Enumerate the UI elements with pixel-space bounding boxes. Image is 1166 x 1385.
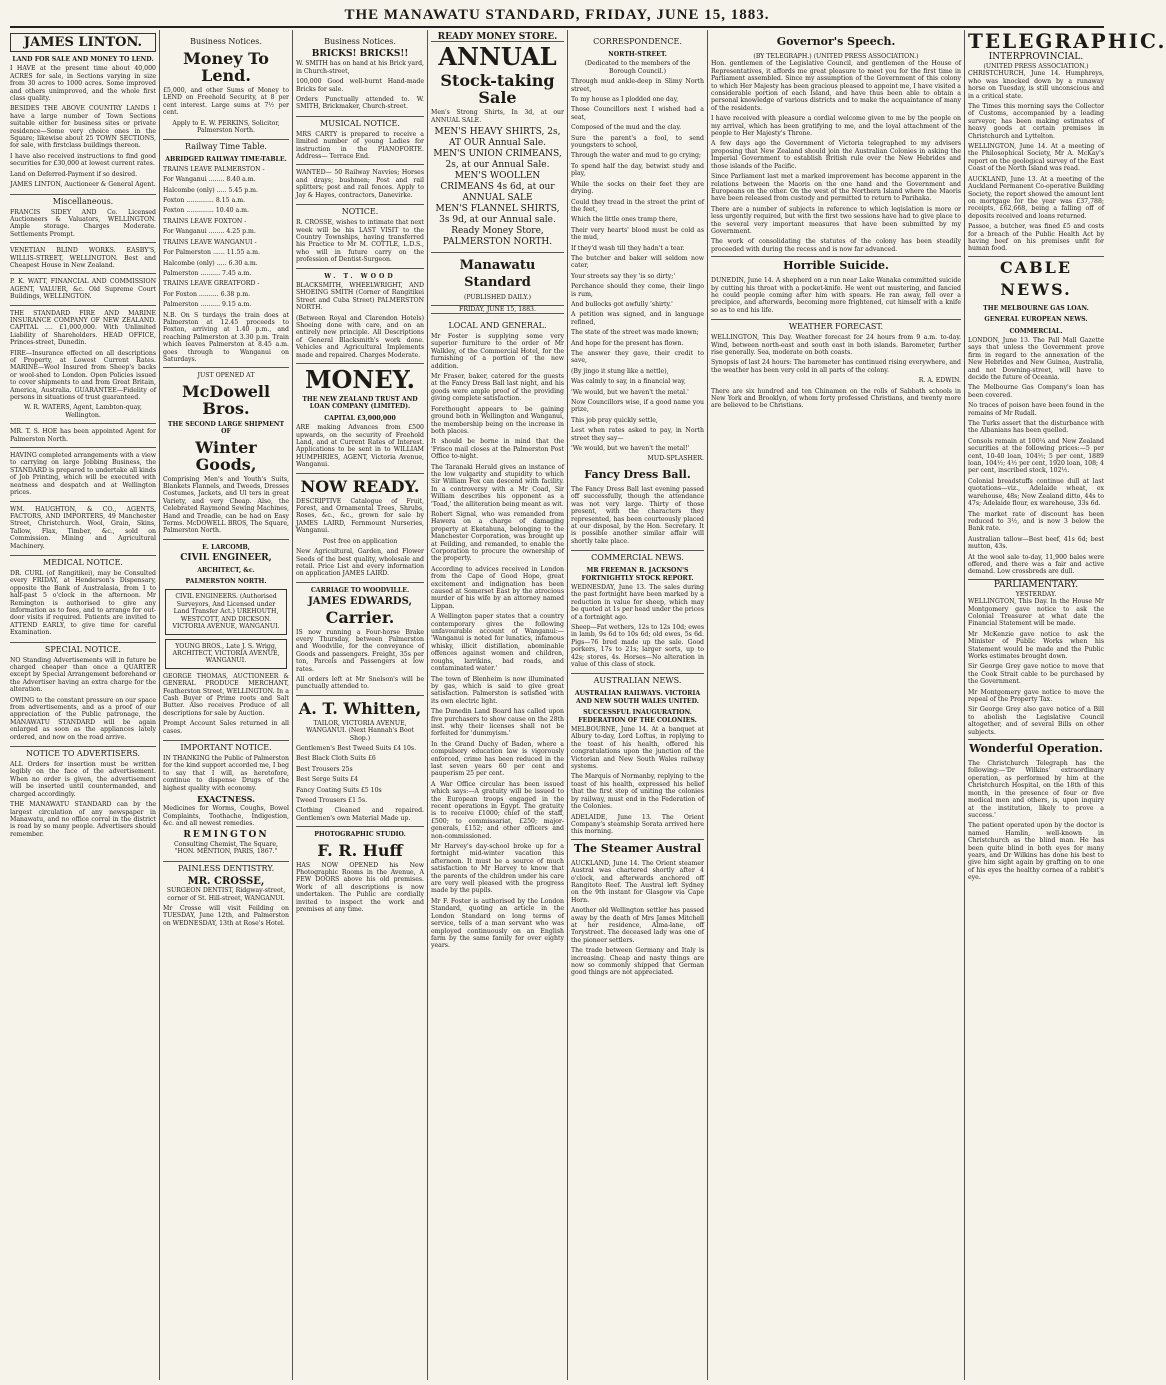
poem-line: Those Councillors next I wished had a seat, (571, 106, 704, 121)
local-heading: LOCAL AND GENERAL. (448, 321, 547, 331)
column-4 (431, 30, 564, 1380)
column-3 (296, 30, 424, 1380)
photo-studio: PHOTOGRAPHIC STUDIO. (314, 831, 406, 839)
special-heading: SPECIAL NOTICE. (10, 642, 156, 655)
civil-engineers-box: CIVIL ENGINEERS. (Authorised Surveyors, And Licensed under Land Transfer Act.) UREHOUTH, WESTCOTT, AND DICKSON. VICTORIA AVENUE, WANGANUI. (165, 589, 287, 634)
suit-row: Gentlemen's Best Tweed Suits £4 10s. (296, 745, 417, 752)
prompt-account: Prompt Account Sales returned in all cases. (163, 720, 289, 735)
local-item: Mr F. Foster is authorised by the London Standard, quoting an article in the London Standard on long terms of service, tells of a man servant who was employed continuously on an English farm by the same family for over eighty years. (431, 897, 564, 950)
linton-sub: LAND FOR SALE AND MONEY TO LEND. (12, 56, 154, 63)
medical-heading: MEDICAL NOTICE. (10, 555, 156, 568)
poem-line: And hope for the present has flown. (571, 339, 684, 347)
wood-title: W. T. WOOD (324, 272, 396, 280)
rms-s1: Men's Strong Shirts, In 3d, at our ANNUAL SALE. (431, 109, 564, 124)
parl-p3: Sir George Grey gave notice to move that the Cook Strait cable to be purchased by the Government. (968, 663, 1104, 686)
crosse-sub: SURGEON DENTIST, Ridgway-street, corner of St. Hill-street, WANGANUI. (166, 887, 286, 902)
masthead-title: THE MANAWATU STANDARD, FRIDAY, JUNE 15, 1883. (344, 7, 770, 23)
rms-footer: Ready Money Store, PALMERSTON NORTH. (442, 226, 553, 248)
parl-p4: Mr Montgomery gave notice to move the repeal of the Property Tax. (968, 688, 1104, 704)
poem-line: Could they tread in the street the print of the feet, (571, 198, 704, 213)
column-5 (571, 30, 704, 1380)
dentistry-heading: PAINLESS DENTISTRY. (163, 861, 289, 874)
suicide-title: Horrible Suicide. (711, 256, 961, 274)
poem-line: This job pray quickly settle, (571, 416, 658, 424)
ad-jobbing: HAVING completed arrangements with a view to carrying on large Jobbing Business, the STANDARD is prepared to undertake all kinds of Job Printing, which will be executed with neatness and despatch and at Wellington prices. (10, 452, 156, 497)
inauguration-title: SUCCESSFUL INAUGURATION. FEDERATION OF THE COLONIES. (578, 709, 697, 724)
poem-line: Sure the parent's a fool, to send youngsters to school, (571, 134, 704, 150)
rms-crimeans: MEN'S UNION CRIMEANS, 2s, at our Annual Sale. (433, 149, 562, 171)
adv-p2: THE MANAWATU STANDARD can by the largest circulation of any newspaper in Manawatu, and no office corral in the district is read by so many people. Advertisers should remember. (10, 801, 156, 838)
cable-p1: LONDON, June 13. The Pall Mall Gazette says that unless the Government prove firm in regard to the annexation of the New Hebrides and New Guinea, Australia, and not Downing-street, will have to decide the future of Oceania. (968, 336, 1104, 381)
chinamen-item: There are six hundred and ten Chinamen on the rolls of Sabbath schools in New York and Brooklyn, of whom forty professed Christians, and twenty more are believed to be Christians. (711, 387, 961, 410)
money-lend-title: Money To Lend. (183, 49, 269, 85)
rms-flannel: MEN'S FLANNEL SHIRTS, 3s 9d, at our Annual sale. (435, 204, 560, 226)
local-item: Forethought appears to be gaining ground both in Wellington and Wanganui, the membership being on the increase in both places. (431, 405, 564, 435)
poem-line: Now Councillors wise, if a good name you prize, (571, 399, 704, 414)
train-row: Halcombe (only) ..... 6.30 a.m. (163, 259, 258, 267)
suit-row: Best Trousers 25s (296, 765, 353, 773)
paper-published: (PUBLISHED DAILY.) (463, 294, 532, 302)
ad-haughton: WM. HAUGHTON, & CO., AGENTS, FACTORS, AND IMPORTERS, 49 Manchester Street, Christchurch. Wool, Grain, Skins, Tallow, Flax, Timber, &c., sold on Commission. Mining and Agricultural Machinery. (10, 505, 156, 550)
gs-p1: Hon. gentlemen of the Legislative Council, and gentlemen of the House of Representatives, it affords me great pleasure to meet you for the first time in Parliament assembled. Since my assumption of the Government of this colony to which Her Majesty has been gracious pleased to appoint me, I have visited a considerable portion of each Island, and have thus been able to obtain a personal knowledge of various districts and to make the acquaintance of many of the residents. (711, 60, 961, 112)
poem-line: Lest when rates asked to pay, in North street they say— (571, 427, 704, 442)
train-row: Foxton .............. 8.15 a.m. (163, 197, 246, 205)
poem-line: Composed of the mud and the clay. (571, 124, 682, 132)
corr-heading: CORRESPONDENCE. (593, 37, 682, 46)
carrier: Carrier. (325, 607, 395, 627)
now-ready: NOW READY. (300, 476, 420, 496)
money-lend-p2: Apply to E. W. PERKINS, Solicitor, Palmerston North. (172, 119, 280, 135)
notice-heading: NOTICE. (296, 204, 424, 217)
crosse-name: MR. CROSSE, (187, 875, 265, 887)
business-heading: Business Notices. (190, 37, 262, 46)
poem-line: (By jingo it stung like a nettle), (571, 367, 669, 375)
wanted-ad: WANTED— 50 Railway Navvies; Horses and drays; bushmen; Post and rail splitters; post and rail fences. Apply to Jay & Hayes, contractors, Danevirke. (296, 169, 424, 199)
suit-row: Best Serge Suits £4 (296, 776, 358, 784)
jackson-p1: WEDNESDAY, June 13. The sales during the past fortnight have been marked by a reduction in value for sheep, which may be quoted at 1s per head under the prices of a fortnight ago. (571, 583, 704, 621)
ad-hoe: MR. T. S. HOE has been appointed Agent for Palmerston North. (10, 428, 156, 443)
wonderful-p2: The patient operated upon by the doctor is named Hamlin, well-known in Christchurch as the blind man. He has been quite blind in both eyes for many years, and Dr Wilkins has done his best to give him sight again by grafting on to one of his eyes the healthy cornea of a rabbit's eye. (968, 822, 1104, 882)
poem-line: While the socks on their feet they are drying. (571, 180, 704, 196)
rail-heading: Railway Time Table. (163, 139, 289, 152)
local-item: A War Office circular has been issued which says:—A gratuity will be issued to the European troops engaged in the recent operations in Egypt. The gratuity is to receive £1000; chief of the staff, £500; to commissariat, £250; major-generals, £152; and other officers and non-commissioned. (431, 780, 564, 840)
suit-row: Fancy Coating Suits £5 10s (296, 786, 382, 794)
train-row: Palmerston .......... 9.15 a.m. (163, 301, 252, 309)
poem-line: Perchance should they come, their lingo is rum, (571, 283, 704, 298)
poem-line: Was calmly to say, in a financial way, (571, 378, 686, 386)
poem-line: The butcher and baker will seldom now cater, (571, 254, 704, 270)
poem-line: If they'd wash till they hadn't a tear. (571, 244, 685, 252)
poem-line: To my house as I plodded one day, (571, 96, 679, 104)
commercial-sub: COMMERCIAL. (1009, 327, 1063, 335)
advertisers-heading: NOTICE TO ADVERTISERS. (10, 746, 156, 759)
train-row: For Wanganui ........ 4.25 p.m. (163, 228, 256, 236)
george-thomas: GEORGE THOMAS, AUCTIONEER & GENERAL PRODUCE MERCHANT, Featherston Street, WELLINGTON. In a Cash Buyer of Prime roots and Salt Butter. Also receives Produce of all descriptions for sale by Auction. (163, 672, 289, 717)
gs-title: Governor's Speech. (776, 35, 896, 48)
misc-heading: Miscellaneous. (10, 194, 156, 207)
weather-p1: WELLINGTON, This Day. Weather forecast for 24 hours from 9 a.m. to-day. Wind, between north-east and south east in both islands. Barometer, further rise generally. Sea, moderate on both coasts. (711, 334, 961, 356)
ad-venetian: VENETIAN BLIND WORKS. EASBY'S, WILLIS-STREET, WELLINGTON. Best and Cheapest House in New Zealand. (10, 247, 156, 269)
gas-loan: THE MELBOURNE GAS LOAN. (983, 304, 1089, 312)
cable-p2: The Melbourne Gas Company's loan has been covered. (968, 384, 1104, 399)
local-item: It should be borne in mind that the 'Frisco mail closes at the Palmerston Post Office to-night. (431, 438, 564, 461)
suicide-body: DUNEDIN, June 14. A shepherd on a run near Lake Wanaka committed suicide by cutting his throat with a pocket-knife. He went out mustering, and fancied he could people coming after him with spears. He ran away, fell over a precipice, and afterwards, becoming more frightened, cut himself with a knife so as to end his life. (711, 277, 961, 314)
train-row: TRAINS LEAVE FOXTON - (163, 217, 247, 225)
train-row: For Palmerston ...... 11.55 a.m. (163, 249, 260, 257)
aus-p1: MELBOURNE, June 14. At a banquet at Albury to-day, Lord Loftus, in replying to the toast of his health, offered his congratulations upon the junction of the Victorian and New South Wales railway systems. (571, 726, 704, 771)
mcdowell-sub: THE SECOND LARGE SHIPMENT OF (167, 420, 285, 436)
gs-p3: A few days ago the Government of Victoria telegraphed to my advisers proposing that New Zealand should join the Australian Colonies in asking the Imperial Government to establish British rule over the New Hebrides and those islands of the Pacific. (711, 140, 961, 170)
cable-p8: Australian tallow—Best beef, 41s 6d; best mutton, 43s. (968, 535, 1104, 551)
important-body: IN THANKING the Public of Palmerston for the kind support accorded me, I beg to say that I will, as heretofore, continue to dispense Drugs of the highest quality with economy. (163, 754, 289, 792)
column-rule (427, 30, 428, 1380)
poem-line: 'We would, but we haven't the metal!' (571, 445, 690, 453)
column-7 (968, 29, 1166, 1380)
notice-body: R. CROSSE, wishes to intimate that next week will be his LAST VISIT to the Country Townships, having transferred his Practice to Mr M. COTTLE, L.D.S., who will in future carry on the profession of Dentist-Surgeon. (296, 219, 424, 264)
whitten-title: A. T. Whitten, (298, 698, 422, 718)
stocktaking: Stock-taking Sale (440, 71, 555, 108)
local-item: Robert Signal, who was remanded from Hawera on a charge of damaging property at Eketahuna, belonging to the Manchester Corporation, was brought up at Feilding, and remanded, to enable the Corporation to procure the ownership of the property. (431, 510, 564, 563)
larcomb-civil: CIVIL ENGINEER, (180, 553, 272, 564)
austral-p2: Another old Wellington settler has passed away by the death of Mrs James Mitchell at her residence, Alma-lane, off Torystreet. The deceased lady was one of the pioneer settlers. (571, 907, 704, 944)
wonderful-p1: The Christchurch Telegraph has the following:—'Dr Wilkins' extraordinary operation, as performed by him at the Christchurch Hospital, on the 18th of this month, in the presence of four or five medical men and others, is, upon inquiry at the institution, likely to prove a success.' (968, 760, 1104, 819)
cable-p4: The Turks assert that the disturbance with the Albanians has been quelled. (968, 420, 1104, 435)
mcdowell-title: McDowell Bros. (181, 381, 271, 418)
paper-date: FRIDAY, JUNE 15, 1883. (431, 305, 564, 314)
general-european: GENERAL EUROPEAN NEWS. (984, 316, 1088, 324)
adv-p1: ALL Orders for insertion must be written legibly on the face of the advertisement. When no order is given, the advertisement will be inserted until countermanded, and charged accordingly. (10, 761, 156, 798)
tel-p5: Passoe, a butcher, was fined £5 and costs for a breach of the Public Health Act by having beef on his premises unfit for human food. (968, 223, 1104, 253)
whitten-sub: TAILOR, VICTORIA AVENUE, WANGANUI. (Next Hannah's Boot Shop.) (306, 719, 414, 742)
column-rule (292, 30, 293, 1380)
gs-p2: I have received with pleasure a cordial welcome given to me by the people on my arrival, which has been gratifying to me, and the loyal attachment of the people to Her Majesty's Throne. (711, 115, 961, 138)
column-rule (159, 30, 160, 1380)
suit-row: Best Black Cloth Suits £6 (296, 755, 376, 763)
parl-p2: Mr McKenzie gave notice to ask the Minister of Public Works when his Statement would be made and the Public Works estimates brought down. (968, 630, 1104, 660)
train-row: For Foxton .......... 6.38 p.m. (163, 290, 251, 298)
poem-line: Which the little ones tramp there, (571, 216, 678, 224)
poem-line: And bullocks got awfully 'shirty.' (571, 300, 673, 308)
train-row: TRAINS LEAVE GREATFORD - (163, 280, 260, 288)
masthead (10, 4, 1104, 28)
exactness-body: Medicines for Worms, Coughs, Bowel Complaints, Toothache, Indigestion, &c. and all newest remedies. (163, 805, 289, 828)
huff-body: HAS NOW OPENED his New Photographic Rooms in the Avenue, A FEW DOORS above his old premises. Work of all descriptions is now undertaken. The Public are cordially invited to inspect the work and premises at any time. (296, 861, 424, 914)
cable-p9: At the wool sale to-day, 11,900 bales were offered, and there was a fair and active demand. Low crossbreds are dull. (968, 553, 1104, 576)
wonderful-title: Wonderful Operation. (968, 739, 1104, 757)
bricks-p2: 100,000 Good well-burnt Hand-made Bricks for sale. (296, 78, 424, 93)
linton-p4: Land on Deferred-Payment if so desired. (10, 170, 138, 178)
cable-news: CABLE NEWS. (968, 256, 1104, 301)
poem-line: To spend half the day, betwixt study and play, (571, 162, 704, 178)
local-item: The town of Blenheim is now illuminated by gas, which is said to give great satisfaction. Palmerston is satisfied with its own electric light. (431, 675, 564, 705)
whitten-footer: Clothing Cleaned and repaired. Gentlemen's own Material Made up. (296, 807, 424, 822)
ad-insurance-details: FIRE—Insurance effected on all descriptions of Property, at Lowest Current Rates. MARINE—Wool Insured from Sheep's backs or wool-shed to London. Open Policies issued to cover shipments to and from Great Britain, America, Australia. GUARANTEE—Fidelity of persons in situations of trust guaranteed. (10, 349, 156, 402)
young-bros-box: YOUNG BROS., Late J. S. Wrigg, ARCHITECT, VICTORIA AVENUE, WANGANUI. (165, 639, 287, 669)
wood-body-2: (Between Royal and Clarendon Hotels) Shoeing done with care, and on an entirely new principle. All Descriptions of General Blacksmith's work done. Vehicles and Agricultural Implements made and repaired. Charges Moderate. (296, 314, 424, 359)
special-p1: NO Standing Advertisements will in future be charged cheaper than once a QUARTER except by Special Arrangement beforehand or the Advertiser having an extra charge for the alteration. (10, 656, 156, 694)
laird-seeds: New Agricultural, Garden, and Flower Seeds of the best quality, wholesale and retail. Price List and every information on application JAMES LAIRD. (296, 548, 424, 578)
tel-p1: CHRISTCHURCH, June 14. Humphreys, who was knocked down by a runaway horse on Tuesday, is still unconscious and in a critical state. (968, 70, 1104, 100)
nz-trust-capital: CAPITAL £3,000,000 (324, 414, 396, 422)
fdb-body: The Fancy Dress Ball last evening passed off successfully, though the attendance was not very large. Thirty of those present, with the characters they represented, has been courteously placed at our disposal, by the Hon. Secretary. It is possible another similar affair will shortly take place. (571, 485, 704, 545)
column-1 (10, 30, 156, 1380)
just-opened: JUST OPENED AT (197, 372, 255, 380)
gs-tel: (BY TELEGRAPH.) (UNITED PRESS ASSOCIATION.) (753, 53, 919, 60)
train-row: TRAINS LEAVE PALMERSTON - (163, 165, 265, 173)
telegraphic-title: TELEGRAPHIC. (968, 29, 1166, 53)
railways-title: AUSTRALIAN RAILWAYS. VICTORIA AND NEW SOUTH WALES UNITED. (574, 690, 701, 705)
poem-line: Through the water and mud to go crying; (571, 152, 701, 160)
poem-line: Your streets say they 'is so dirty;' (571, 272, 676, 280)
poem-author: MUD-SPLASHER. (647, 455, 704, 463)
important-heading: IMPORTANT NOTICE. (163, 740, 289, 753)
dedication: (Dedicated to the members of the Borough Council.) (584, 60, 691, 75)
cable-p3: No traces of poison have been found in the remains of Mr Rudall. (968, 402, 1104, 417)
poem-line: 'We would, but we haven't the metal.' (571, 388, 689, 396)
bricks-p3: Orders Punctually attended to. W. SMITH, Brickmaker, Church-street. (296, 96, 424, 111)
local-item: The Taranaki Herald gives an instance of the low vulgarity and stupidity to which Sir William Fox can descend with facility. In a controversy with a Mr Coad, Sir William describes his opponent as a 'Toad,' the alliteration being meant as wit. (431, 463, 564, 508)
rail-note: N.B. On S turdays the train does at Palmerston at 12.45 proceeds to Foxton, arriving at 1.40 p.m., and reaching Palmerston at 3.30 p.m. Train which leaves Palmerston at 8.45 a.m. goes through to Wanganui on Saturdays. (163, 311, 289, 363)
poem-line: The answer they gave, their credit to save, (571, 350, 704, 365)
local-item: Mr Harvey's day-school broke up for a fortnight mid-winter vacation this afternoon. It must be a source of much satisfaction to Mr Harvey to know that the parents of the children under his care are very well pleased with the progress made by the pupils. (431, 843, 564, 895)
column-rule (964, 30, 965, 1380)
poem-line: Their very hearts' blood must be cold as the mud, (571, 226, 704, 242)
laird-catalogue: DESCRIPTIVE Catalogue of Fruit, Forest, and Ornamental Trees, Shrubs, Roses, &c., &c., grown for sale by JAMES LAIRD, Fernmount Nurseries, Wanganui. (296, 497, 424, 535)
linton-title: JAMES LINTON. (10, 33, 156, 52)
rms-shirts: MEN'S HEAVY SHIRTS, 2s, AT OUR Annual Sale. (434, 127, 561, 149)
linton-p1: I HAVE at the present time about 40,000 ACRES for sale, in Sections varying in size from 30 acres to 1000 acres. Some improved and others unimproved, and the whole first class quality. (10, 65, 156, 103)
local-item: Mr Foster is supplying some very superior furniture to the order of Mr Walkley, of the Commercial Hotel, for the furnishing of a portion of the new addition. (431, 333, 564, 370)
larcomb-name: E. LARCOMB, (202, 543, 250, 551)
local-item: In the Grand Duchy of Baden, where a compulsory education law is vigorously enforced, crime has been reduced in the last seven years 60 per cent and pauperism 25 per cent. (431, 740, 564, 778)
rail-sub: ABRIDGED RAILWAY TIME-TABLE. (165, 156, 287, 164)
bricks-p1: W. SMITH has on hand at his Brick yard, in Church-street, (296, 60, 424, 75)
carrier-body: IS now running a Four-horse Brake every Thursday, between Palmerston and Woodville, for the conveyance of Goods and passengers. Freight, 35s per ton, Parcels and Passengers at low rates. (296, 628, 424, 673)
musical-body: MRS CARTY is prepared to receive a limited number of young Ladies for instruction in the PIANOFORTE. Address— Terrace End. (296, 130, 424, 161)
business-heading-2: Business Notices. (324, 37, 396, 46)
ad-watt: P. K. WATT, FINANCIAL AND COMMISSION AGENT, VALUER, &c. Old Supreme Court Buildings, WELLINGTON. (10, 278, 156, 301)
poem (571, 78, 704, 452)
tel-p3: WELLINGTON, June 14. At a meeting of the Philosophical Society, Mr A. McKay's report on the geological survey of the East Coast of the North Island was read. (968, 143, 1104, 173)
train-row: For Wanganui ........ 8.40 a.m. (163, 176, 256, 184)
train-row: Palmerston .......... 7.45 a.m. (163, 269, 252, 277)
aus-p3: ADELAIDE, June 13. The Orient Company's steamship Sorata arrived here this morning. (571, 813, 704, 836)
newspaper-columns (10, 29, 1166, 1380)
austral-p1: AUCKLAND, June 14. The Orient steamer Austral was chartered shortly after 4 o'clock, and afterwards anchored off Rangitoto Reef. The Austral left Sydney on the 9th instant for Glasgow via Cape Horn. (571, 859, 704, 904)
parl-p5: Sir George Grey also gave notice of a Bill to abolish the Legislative Council altogether, and of several Bills on other subjects. (968, 706, 1104, 736)
rms-title: READY MONEY STORE. (431, 34, 564, 42)
cable-p6: Colonial breadstuffs continue dull at last quotations—viz., Adelaide wheat, ex warehouse, 48s; New Zealand ditto, 44s to 47s; Adelaide flour, ex warehouse, 33s 6d. (968, 477, 1104, 508)
local-item: According to advices received in London from the Cape of Good Hope, great excitement and indignation has been caused at Somerset East by the atrocious murder of his wife by an attorney named Lippan. (431, 565, 564, 610)
austral-title: The Steamer Austral (571, 839, 704, 857)
money-lend-p1: £5,000, and other Sums of Money to LEND on Freehold Security, at 8 per cent interest. Large sums at 7½ per cent. (163, 87, 289, 117)
parliamentary-title: PARLIAMENTARY. (968, 579, 1104, 591)
paper-title: Manawatu Standard (459, 258, 536, 291)
larcomb-arch: ARCHITECT, &c. (197, 566, 255, 574)
remington-sub: Consulting Chemist, The Square, "HON. MENTION, PARIS, 1867." (174, 841, 278, 856)
interprovincial: INTERPROVINCIAL. (988, 52, 1084, 62)
gs-p5: There are a number of subjects in reference to which legislation is more or less urgently required, but with the first two sessions have had to give place to the several very important measures that have been submitted by my Government. (711, 205, 961, 235)
nz-trust: THE NEW ZEALAND TRUST AND LOAN COMPANY (LIMITED). (302, 396, 418, 411)
local-item: A Wellington paper states that a country contemporary gives the following unfavourable account of Wanganui:— 'Wanganui is noted for lunatics, infamous whisky, illicit distillation, abominable offences against women and children, roughs, larrikins, bad roads, and contaminated water.' (431, 613, 564, 673)
weather-heading: WEATHER FORECAST. (711, 319, 961, 332)
cable-p5: Consols remain at 100¼ and New Zealand securities at the following prices:—5 per cent, 10-40 loan, 104½; 5 per cent, 1889 loan, 104½; 4½ per cent, 1920 loan, 108; 4 per cent, inscribed stock, 102½. (968, 437, 1104, 475)
laird-post: Post free on application (322, 537, 398, 545)
crosse-body: Mr Crosse will visit Feilding on TUESDAY, June 12th, and Palmerston on WEDNESDAY, 13th at Rose's Hotel. (163, 905, 289, 927)
huff-title: F. R. Huff (317, 840, 403, 860)
parl-p1: WELLINGTON, This Day. In the House Mr Montgomery gave notice to ask the Colonial Treasurer at what date the Financial Statement will be made. (968, 598, 1104, 628)
ad-curl: DR. CURL (of Rangitikei), may be Consulted every FRIDAY, at Henderson's Dispensary, opposite the Bank of Australasia, from 1 to half-past 5 o'clock in the afternoon. Mr Remington is authorised to give any information as to fees, and to arrange for out-door visits if required. Patients are invited to ATTEND EARLY, to give time for careful Examination. (10, 569, 156, 637)
wood-body: BLACKSMITH, WHEELWRIGHT, AND SHOEING SMITH (Corner of Rangitikei Street and Cuba Street) PALMERSTON NORTH. (296, 281, 424, 312)
column-6 (711, 30, 961, 1380)
column-2 (163, 30, 289, 1380)
yesterday: YESTERDAY. (1015, 590, 1057, 598)
train-row: TRAINS LEAVE WANGANUI - (163, 238, 257, 246)
tel-p4: AUCKLAND, June 13. At a meeting of the Auckland Permanent Co-operative Building Society, the report showed the amount lent on mortgage for the year was £37,788; receipts, £62,668, being a falling off of deposits received and loans returned. (968, 175, 1104, 220)
nz-trust-body: ARE making Advances from £500 upwards, on the security of Freehold Land, and at Current Rates of Interest. Applications to be sent in to WILLIAM HUMPHRIES, AGENT, Victoria Avenue, Wanganui. (296, 424, 424, 469)
tel-p2: The Times this morning says the Collector of Customs, accompanied by a leading surveyor, has been making estimates of heavy goods at certain premises in Christchurch and Lyttelton. (968, 103, 1104, 140)
larcomb-place: PALMERSTON NORTH. (185, 578, 267, 586)
poem-line: Through mud ankle-deep in Slimy North street, (571, 78, 704, 93)
ad-waters: W. R. WATERS, Agent, Lambton-quay, Wellington. (24, 404, 142, 419)
money-title: MONEY. (304, 365, 416, 394)
train-row: Foxton .............. 10.40 a.m. (163, 207, 250, 215)
fdb-title: Fancy Dress Ball. (584, 467, 691, 481)
bricks-title: BRICKS! BRICKS!! (311, 49, 409, 59)
carriage-title: CARRIAGE TO WOODVILLE. (310, 586, 410, 594)
local-item: The Dunedin Land Board has called upon five purchasers to show cause on the 28th inst. why their licenses shall not be forfeited for 'dummyism.' (431, 708, 564, 738)
weather-sign: R. A. EDWIN. (918, 377, 961, 385)
aus-p2: The Marquis of Normanby, replying to the toast of his health, expressed his belief that the first step of uniting the colonies by railway, must end in the Federation of the Colonies. (571, 773, 704, 811)
gs-p4: Since Parliament last met a marked improvement has become apparent in the relations between the Maoris on the one hand and the Government and Europeans on the other. On the west of the Northern Island where the Maoris have been released from custody and permitted to return to Parihaka. (711, 173, 961, 203)
linton-sign: JAMES LINTON, Auctioneer & General Agent. (10, 181, 156, 189)
suit-list (296, 745, 424, 804)
rms-woollen: MEN'S WOOLLEN CRIMEANS 4s 6d, at our ANNUAL SALE (440, 171, 555, 204)
annual: ANNUAL (438, 42, 557, 72)
linton-p2: BESIDES THE ABOVE COUNTRY LANDS I have a large number of Town Sections suitable either for business sites or private residence—Some very choice ones in the Square; likewise about 25 TOWN SECTIONS, for sale, with firstclass buildings thereon. (10, 105, 156, 150)
gs-p6: The work of consolidating the statutes of the colony has been steadily proceeded with during the recess and is now far advanced. (711, 238, 961, 253)
musical-heading: MUSICAL NOTICE. (296, 116, 424, 129)
winter-goods: Winter Goods, (195, 437, 257, 474)
ad-sidey: FRANCIS SIDEY AND Co. Licensed Auctioneers & Valuators, WELLINGTON. Ample storage. Charges Moderate. Settlements Prompt. (10, 208, 156, 238)
column-rule (707, 30, 708, 1380)
ipa: (UNITED PRESS ASSOCIATION.) (983, 63, 1089, 70)
australian-heading: AUSTRALIAN NEWS. (571, 673, 704, 686)
remington: REMINGTON (183, 829, 269, 840)
train-list (163, 166, 289, 309)
mcdowell-body: Comprising Men's and Youth's Suits, Blankets Flannels, and Tweeds, Dresses Costumes, Jackets, and Ul ters in great Variety, and very Cheap. Also, the Celebrated Raymond Sewing Machines, Hand and Treadle, can be had on Easy Terms. McDOWELL BROS, The Square, Palmerston North. (163, 475, 289, 535)
cable-p7: The market rate of discount has been reduced to 3½, and is now 3 below the Bank rate. (968, 510, 1104, 533)
train-row: Halcombe (only) ..... 5.45 p.m. (163, 186, 258, 194)
carrier-orders: All orders left at Mr Snelson's will be punctually attended to. (296, 675, 424, 691)
jackson-p2: Sheep—Fat wethers, 12s to 12s 10d; ewes in lamb, 9s 6d to 10s 6d; old ewes, 5s 6d. Pigs—76 bred made up the sale. Good porkers, 17s to 21s; larger sorts, up to 42s; stores, 4s. Horses—No alteration in value of this class of stock. (571, 623, 704, 668)
suit-row: Tweed Trousers £1 5s. (296, 797, 368, 805)
exactness: EXACTNESS. (197, 794, 255, 804)
austral-p3: The trade between Germany and Italy is increasing. Cheap and nasty things are now so commonly shipped that German good things are not appreciated. (571, 947, 704, 977)
commercial-heading: COMMERCIAL NEWS. (571, 550, 704, 563)
linton-p3: I have also received instructions to find good securities for £30,000 at lowest current rates. (10, 152, 156, 168)
poem-line: A petition was signed, and in language refined, (571, 311, 704, 326)
north-street: NORTH-STREET. (608, 51, 667, 58)
jackson-title: MR FREEMAN R. JACKSON'S FORTNIGHTLY STOCK REPORT. (581, 567, 694, 582)
edwards-name: JAMES EDWARDS, (308, 596, 412, 608)
local-item: Mr Fraser, baker, catered for the guests at the Fancy Dress Ball last night, and his goods were ample proof of the providing giving complete satisfaction. (431, 373, 564, 403)
weather-p2: Synopsis of last 24 hours: The barometer has continued rising everywhere, and the weather has been very cold in all parts of the colony. (711, 359, 961, 374)
ad-standard-insurance: THE STANDARD FIRE AND MARINE INSURANCE COMPANY OF NEW ZEALAND. CAPITAL .... £1,000,000. With Unlimited Liability of Shareholders. HEAD OFFICE, Princes-street, Dunedin. (10, 309, 156, 347)
column-rule (567, 30, 568, 1380)
special-p2: OWING to the constant pressure on our space from advertisements, and as a proof of our appreciation of the Public patronage, the MANAWATU STANDARD will be again enlarged as soon as the appliances lately ordered, and now on the road arrive. (10, 696, 156, 741)
poem-line: The state of the street was made known; (571, 329, 699, 337)
